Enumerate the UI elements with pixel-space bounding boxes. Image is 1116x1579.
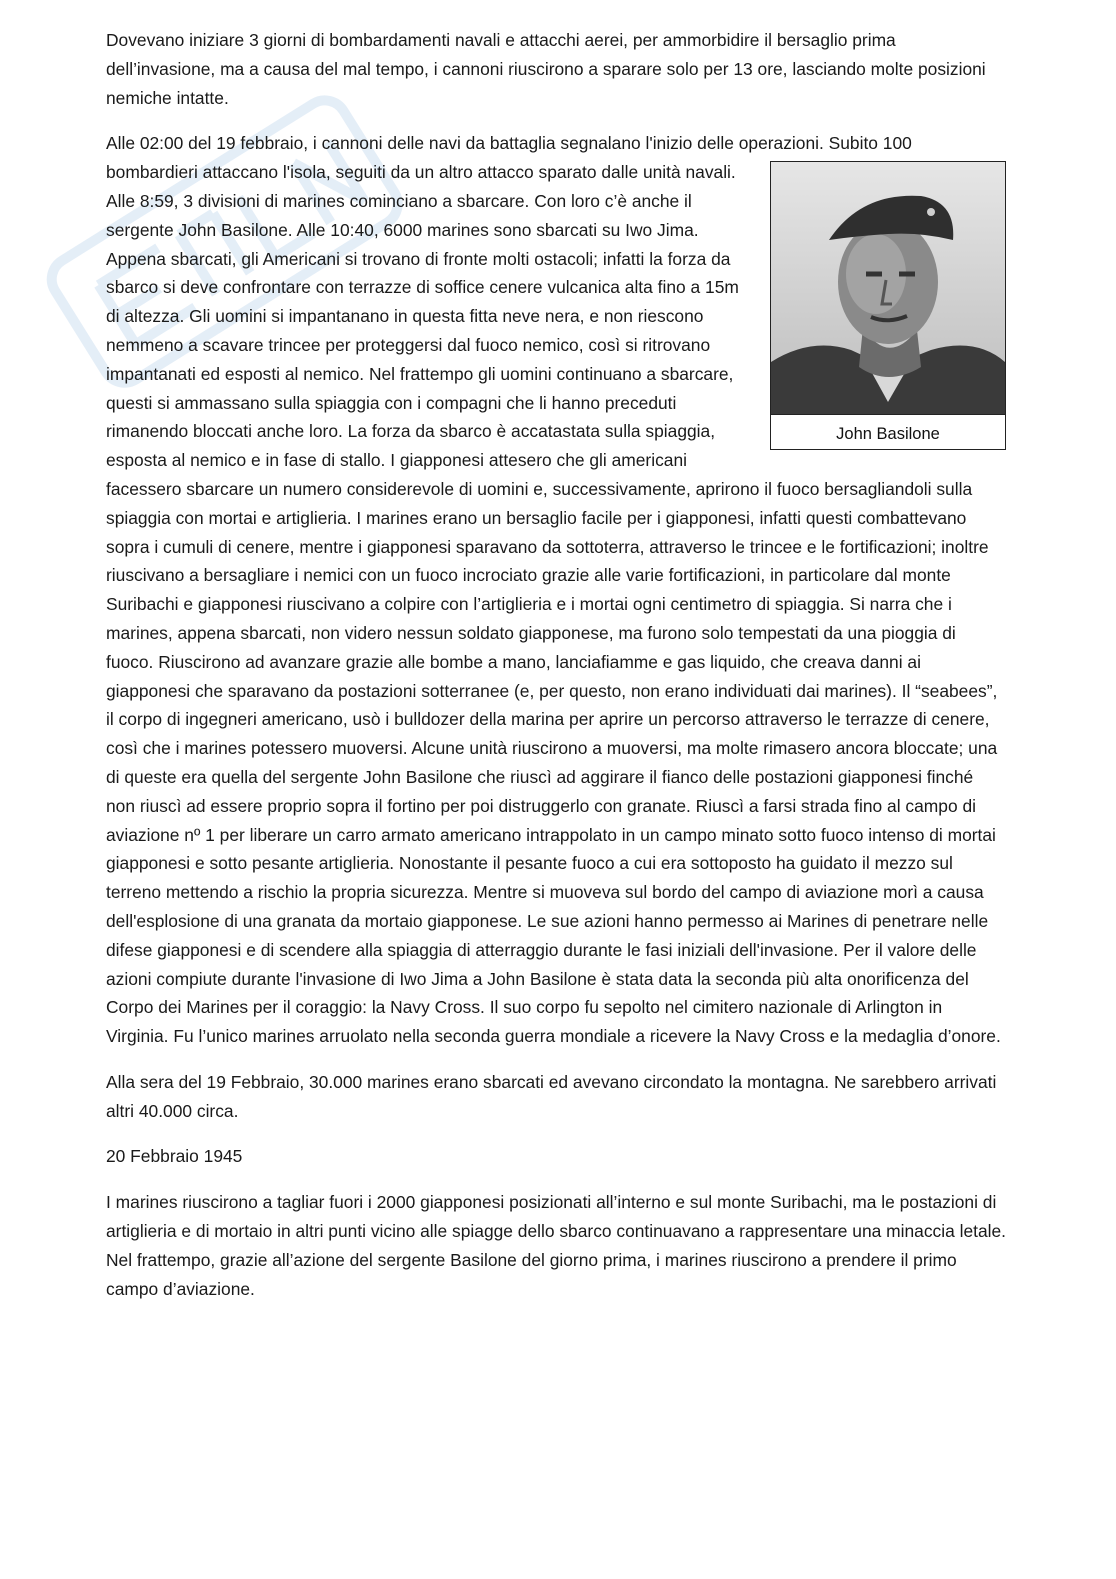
document-page bbox=[106, 26, 1006, 1320]
john-basilone-photo bbox=[771, 162, 1005, 414]
date-heading: 20 Febbraio 1945 bbox=[106, 1146, 243, 1167]
paragraph-landing-lead: Alle 02:00 del 19 febbraio, i cannoni delle navi da battaglia segnalano l'inizio delle operazioni. Subito 100 bombardieri attaccano l'isola, seguiti da un altro attacco sparato dalle unità navali. bbox=[106, 133, 912, 183]
portrait-figure bbox=[770, 161, 1006, 450]
paragraph-bombardment: Dovevano iniziare 3 giorni di bombardamenti navali e attacchi aerei, per ammorbidire il bersaglio prima dell’invasione, ma a causa del mal tempo, i cannoni riuscirono a sparare solo per 13 ore, lasciando molte posizioni nemiche intatte. bbox=[106, 30, 986, 108]
paragraph-suribachi: I marines riuscirono a tagliar fuori i 2000 giapponesi posizionati all’interno e sul monte Suribachi, ma le postazioni di artiglieria e di mortaio in altri punti vicino alle spiagge dello sbarco continuavano a rappresentare una minaccia letale. Nel frattempo, grazie all’azione del sergente Basilone del giorno prima, i marines riuscirono a prendere il primo campo d’aviazione. bbox=[106, 1192, 1006, 1299]
paragraph-landing bbox=[106, 129, 1006, 1051]
portrait-caption: John Basilone bbox=[771, 414, 1005, 449]
paragraph-evening: Alla sera del 19 Febbraio, 30.000 marines erano sbarcati ed avevano circondato la montagna. Ne sarebbero arrivati altri 40.000 circa. bbox=[106, 1071, 997, 1121]
paragraph-landing-body: Alle 8:59, 3 divisioni di marines cominciano a sbarcare. Con loro c’è anche il sergente John Basilone. Alle 10:40, 6000 marines sono sbarcati su Iwo Jima. Appena sbarcati, gli Americani si trovano di fronte molti ostacoli; infatti la forza da sbarco si deve confrontare con terrazze di soffice cenere vulcanica alta fino a 15m di altezza. Gli uomini si impantanano in questa fitta neve nera, e non riescono nemmeno a scavare trincee per proteggersi dal fuoco nemico, così si ritrovano impantanati ed esposti al nemico. Nel frattempo gli uomini continuano a sbarcare, questi si ammassano sulla spiaggia con i compagni che li hanno preceduti rimanendo bloccati anche loro. La forza da sbarco è accatastata sulla spiaggia, esposta al nemico e in fase di stallo. I giapponesi attesero che gli americani facessero sbarcare un numero considerevole di uomini e, successivamente, aprirono il fuoco bersagliandoli sulla spiaggia con mortai e artiglieria. I marines erano un bersaglio facile per i giapponesi, infatti questi combattevano sopra i cumuli di cenere, mentre i giapponesi sparavano da sottoterra, attraverso le trincee e le fortificazioni; inoltre riuscivano a bersagliare i nemici con un fuoco incrociato grazie alle varie fortificazioni, in particolare dal monte Suribachi e giapponesi riuscivano a colpire con l’artiglieria e i mortai ogni centimetro di spiaggia. Si narra che i marines, appena sbarcati, non videro nessun soldato giapponese, ma furono solo tempestati da una pioggia di fuoco. Riuscirono ad avanzare grazie alle bombe a mano, lanciafiamme e gas liquido, che creava danni ai giapponesi che sparavano da postazioni sotterranee (e, per questo, non erano individuati dai marines). Il “seabees”, il corpo di ingegneri americano, usò i bulldozer della marina per aprire un percorso attraverso le terrazze di cenere, così che i marines potessero muoversi. Alcune unità riuscirono a muoversi, ma molte rimasero ancora bloccate; una di queste era quella del sergente John Basilone che riuscì ad aggirare il fianco delle postazioni giapponesi finché non riuscì ad essere proprio sopra il fortino per poi distruggerlo con granate. Riuscì a farsi strada fino al campo di aviazione nº 1 per liberare un carro armato americano intrappolato in un campo minato sotto fuoco intenso di mortai giapponesi e sotto pesante artiglieria. Nonostante il pesante fuoco a cui era sottoposto ha guidato il mezzo sul terreno mettendo a rischio la propria sicurezza. Mentre si muoveva sul bordo del campo di aviazione morì a causa dell'esplosione di una granata da mortaio giapponese. Le sue azioni hanno permesso ai Marines di penetrare nelle difese giapponesi e di scendere alla spiaggia di atterraggio durante le fasi iniziali dell'invasione. Per il valore delle azioni compiute durante l'invasione di Iwo Jima a John Basilone è stata data la seconda più alta onorificenza del Corpo dei Marines per il coraggio: la Navy Cross. Il suo corpo fu sepolto nel cimitero nazionale di Arlington in Virginia. Fu l’unico marines arruolato nella seconda guerra mondiale a ricevere la Navy Cross e la medaglia d’onore. bbox=[106, 190, 1001, 1047]
